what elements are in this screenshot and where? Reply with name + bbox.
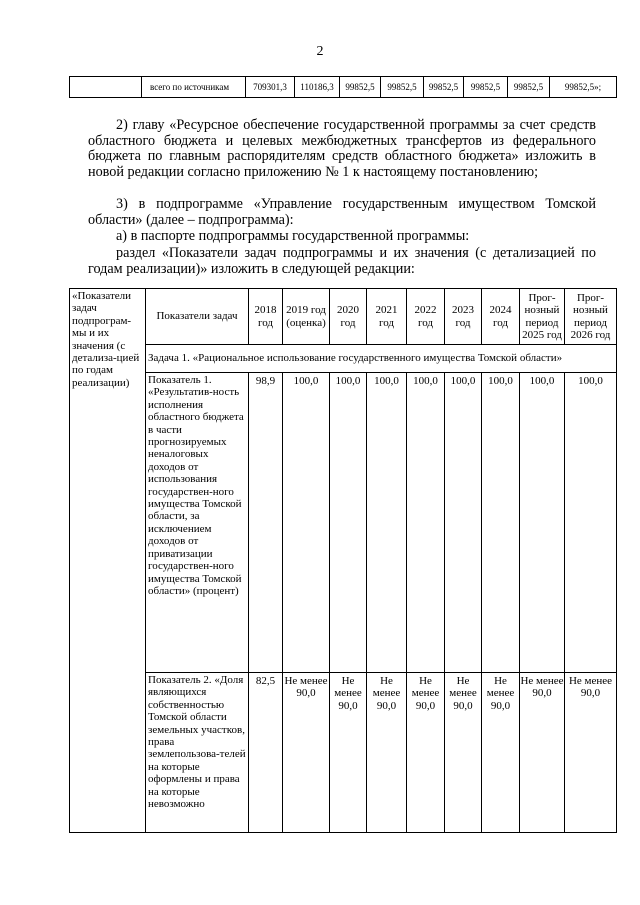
funding-value: 99852,5 <box>424 77 464 98</box>
indicator-1-value: 98,9 <box>249 373 283 673</box>
funding-empty-cell <box>70 77 142 98</box>
row-label-cell: «Показатели задач подпрограм-мы и их значения (с детализа-цией по годам реализации) <box>70 289 146 833</box>
funding-value: 709301,3 <box>246 77 295 98</box>
header-forecast-2025: Прог-нозный период 2025 год <box>520 289 565 345</box>
paragraph-subprogram: 3) в подпрограмме «Управление государственным имуществом Томской области» (далее – подпрограмма): <box>88 196 596 228</box>
task-row: Задача 1. «Рациональное использование государственного имущества Томской области» <box>146 345 617 373</box>
indicator-2-value: Не менее 90,0 <box>520 673 565 833</box>
indicator-1-value: 100,0 <box>565 373 617 673</box>
funding-value: 99852,5 <box>508 77 550 98</box>
funding-value: 99852,5»; <box>550 77 617 98</box>
header-year-2018: 2018 год <box>249 289 283 345</box>
indicator-1-value: 100,0 <box>330 373 367 673</box>
indicator-1-name: Показатель 1. «Результатив-ность исполнения областного бюджета в части прогнозируемых неналоговых доходов от использования государствен-ного имущества Томской области, за исключением доходов от приватизации государствен-ного имущества Томской области» (процент) <box>146 373 249 673</box>
indicator-2-value: Не менее 90,0 <box>330 673 367 833</box>
header-year-2019: 2019 год (оценка) <box>283 289 330 345</box>
paragraph-section: раздел «Показатели задач подпрограммы и их значения (с детализацией по годам реализации)» изложить в следующей редакции: <box>88 245 596 277</box>
header-forecast-2026: Прог-нозный период 2026 год <box>565 289 617 345</box>
indicator-2-value: Не менее 90,0 <box>407 673 445 833</box>
indicator-2-value: Не менее 90,0 <box>565 673 617 833</box>
paragraph-passport: а) в паспорте подпрограммы государственной программы: <box>116 228 470 244</box>
header-year-2021: 2021 год <box>367 289 407 345</box>
indicator-2-value: Не менее 90,0 <box>445 673 482 833</box>
indicator-2-value: 82,5 <box>249 673 283 833</box>
funding-value: 99852,5 <box>464 77 508 98</box>
indicator-2-value: Не менее 90,0 <box>482 673 520 833</box>
indicator-2-value: Не менее 90,0 <box>367 673 407 833</box>
indicator-2-name: Показатель 2. «Доля являющихся собственностью Томской области земельных участков, права землепользова-телей на которые оформлены и права на которые невозможно <box>146 673 249 833</box>
funding-value: 99852,5 <box>340 77 381 98</box>
header-year-2020: 2020 год <box>330 289 367 345</box>
paragraph-chapter-resources: 2) главу «Ресурсное обеспечение государственной программы за счет средств областного бюджета и целевых межбюджетных трансфертов из федерального бюджета по главным распорядителям средств областного бюджета» изложить в новой редакции согласно приложению № 1 к настоящему постановлению; <box>88 117 596 180</box>
header-year-2024: 2024 год <box>482 289 520 345</box>
indicator-1-value: 100,0 <box>482 373 520 673</box>
header-year-2022: 2022 год <box>407 289 445 345</box>
page-number: 2 <box>316 44 324 59</box>
funding-total-label: всего по источникам <box>142 77 246 98</box>
funding-value: 110186,3 <box>295 77 340 98</box>
indicator-1-value: 100,0 <box>520 373 565 673</box>
indicators-table <box>69 288 617 833</box>
header-year-2023: 2023 год <box>445 289 482 345</box>
header-indicators: Показатели задач <box>146 289 249 345</box>
indicator-2-value: Не менее 90,0 <box>283 673 330 833</box>
indicator-1-value: 100,0 <box>283 373 330 673</box>
funding-total-table <box>69 76 617 98</box>
indicator-1-value: 100,0 <box>407 373 445 673</box>
funding-value: 99852,5 <box>381 77 424 98</box>
indicator-1-value: 100,0 <box>367 373 407 673</box>
indicator-1-value: 100,0 <box>445 373 482 673</box>
